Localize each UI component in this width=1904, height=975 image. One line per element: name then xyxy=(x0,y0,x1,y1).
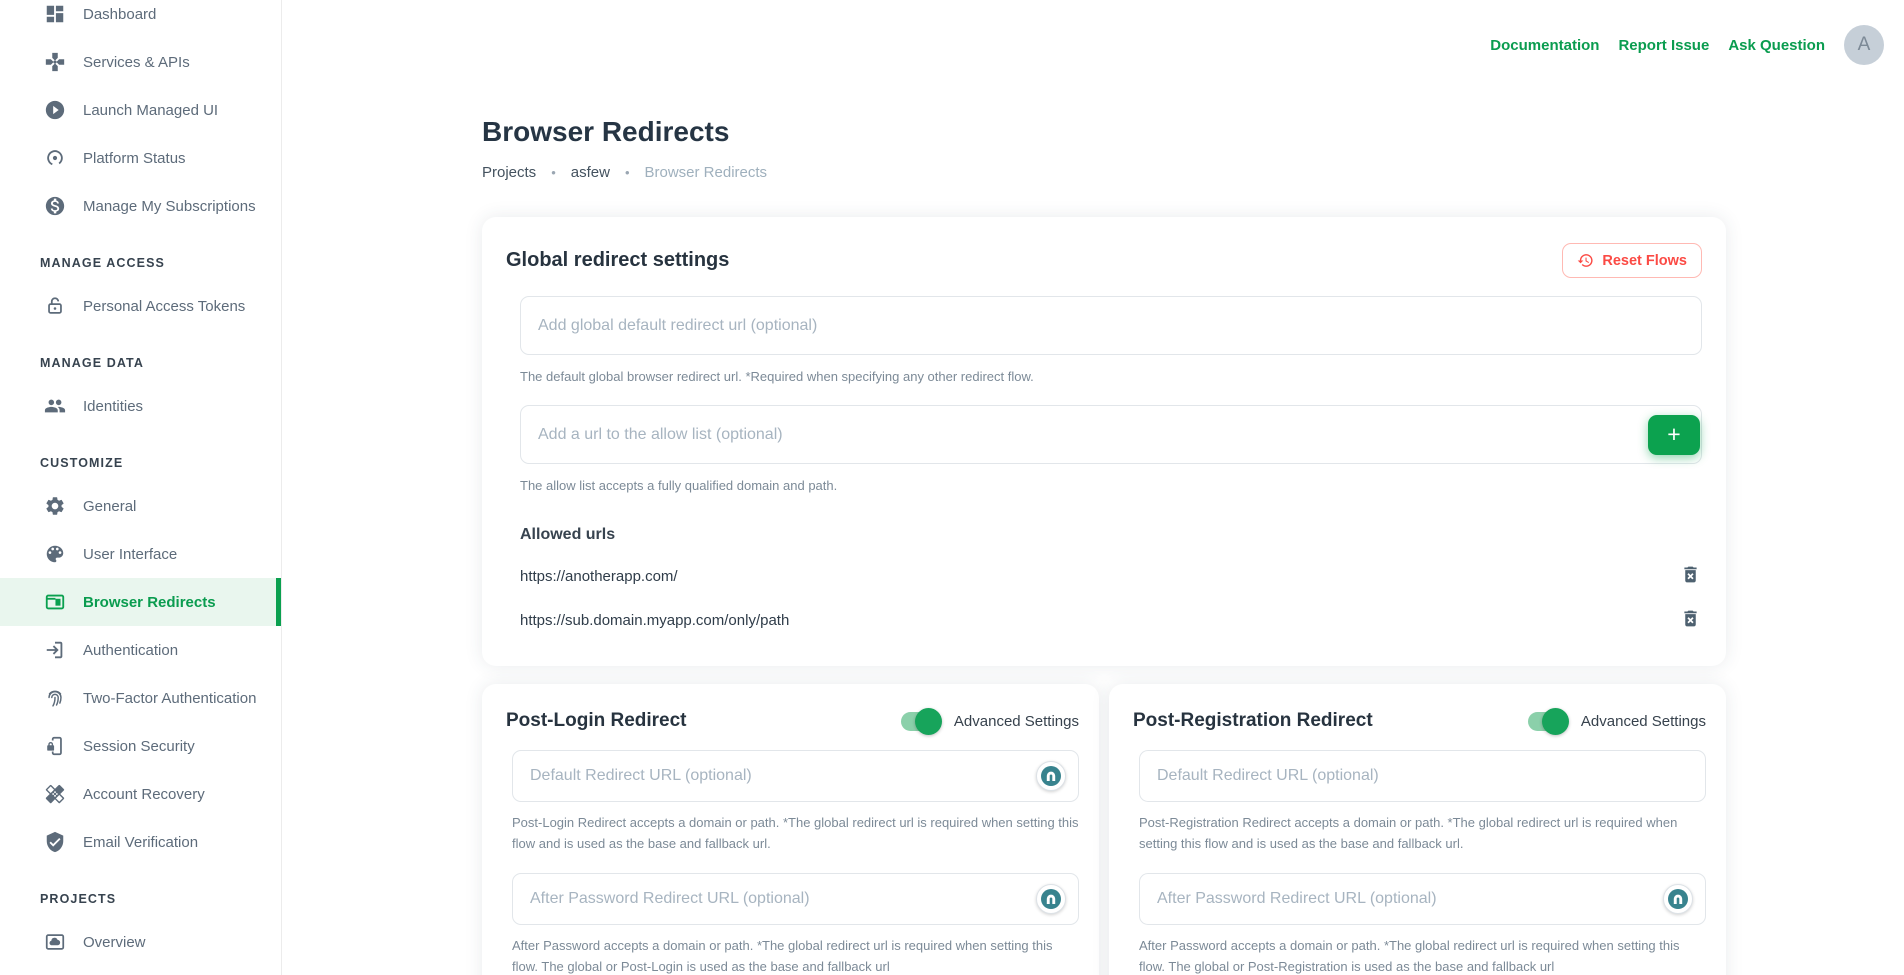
trash-icon xyxy=(1680,608,1701,629)
breadcrumb-project-name[interactable]: asfew xyxy=(570,164,610,181)
extension-badge-icon[interactable] xyxy=(1036,884,1066,914)
identities-icon xyxy=(44,395,66,417)
reset-flows-button[interactable] xyxy=(1562,243,1702,278)
advanced-settings-toggle[interactable] xyxy=(1528,712,1566,731)
breadcrumb-separator: • xyxy=(551,165,556,180)
sidebar-item-label: Dashboard xyxy=(83,5,157,23)
sidebar-item-general[interactable] xyxy=(0,482,281,530)
sidebar-item-personal-access-tokens[interactable] xyxy=(0,282,281,330)
sidebar-item-label: Identities xyxy=(83,397,144,415)
services-apis-icon xyxy=(44,51,66,73)
general-icon xyxy=(44,495,66,517)
sidebar-item-overview[interactable] xyxy=(0,918,281,966)
account-recovery-icon xyxy=(44,783,66,805)
sidebar-section-projects: PROJECTS xyxy=(40,892,117,906)
global-redirect-settings-card xyxy=(482,217,1726,666)
topbar xyxy=(282,0,1904,90)
sidebar-item-label: Session Security xyxy=(83,737,195,755)
sidebar-item-launch-managed-ui[interactable] xyxy=(0,86,281,134)
allow-list-url-input[interactable] xyxy=(520,405,1702,464)
breadcrumb-separator: • xyxy=(624,165,630,180)
plus-icon: + xyxy=(1667,421,1681,448)
post-registration-after-password-input[interactable] xyxy=(1139,873,1706,925)
sidebar-item-identities[interactable] xyxy=(0,382,281,430)
add-url-button[interactable] xyxy=(1648,415,1700,455)
global-default-redirect-help: The default global browser redirect url. *Required when specifying any other redirect flow. xyxy=(520,369,1034,384)
reset-flows-label: Reset Flows xyxy=(1602,252,1687,269)
sidebar-item-label: Personal Access Tokens xyxy=(83,297,246,315)
post-registration-card-title: Post-Registration Redirect xyxy=(1133,710,1373,732)
sidebar-item-services-apis[interactable] xyxy=(0,38,281,86)
authentication-icon xyxy=(44,639,66,661)
allowed-url-text: https://anotherapp.com/ xyxy=(520,567,678,585)
allowed-url-row xyxy=(520,564,1702,588)
browser-redirects-icon xyxy=(44,591,66,613)
global-card-title: Global redirect settings xyxy=(506,249,730,271)
launch-ui-icon xyxy=(44,99,66,121)
sidebar-section-customize: CUSTOMIZE xyxy=(40,456,124,470)
global-default-redirect-input[interactable] xyxy=(520,296,1702,355)
page-title: Browser Redirects xyxy=(482,116,730,147)
session-security-icon xyxy=(44,735,66,757)
sidebar-item-label: Overview xyxy=(83,933,146,951)
personal-access-tokens-icon xyxy=(44,295,66,317)
sidebar-item-account-recovery[interactable] xyxy=(0,770,281,818)
breadcrumb xyxy=(482,164,1726,181)
breadcrumb-current: Browser Redirects xyxy=(644,164,768,181)
sidebar-item-dashboard[interactable] xyxy=(0,0,281,38)
post-login-default-redirect-input[interactable] xyxy=(512,750,1079,802)
sidebar-item-browser-redirects[interactable] xyxy=(0,578,281,626)
post-login-redirect-card xyxy=(482,684,1099,975)
sidebar xyxy=(0,0,282,975)
toggle-knob xyxy=(1542,708,1569,735)
toggle-knob xyxy=(915,708,942,735)
sidebar-item-two-factor[interactable] xyxy=(0,674,281,722)
subscriptions-icon xyxy=(44,195,66,217)
sidebar-item-label: Platform Status xyxy=(83,149,186,167)
ask-question-link[interactable]: Ask Question xyxy=(1728,36,1825,54)
post-registration-redirect-card xyxy=(1109,684,1726,975)
sidebar-section-manage-access: MANAGE ACCESS xyxy=(40,256,165,270)
extension-badge-icon[interactable] xyxy=(1036,761,1066,791)
sidebar-item-label: User Interface xyxy=(83,545,178,563)
page-content xyxy=(482,116,1726,975)
documentation-link[interactable]: Documentation xyxy=(1490,36,1600,54)
sidebar-item-label: Authentication xyxy=(83,641,179,659)
sidebar-section-manage-data: MANAGE DATA xyxy=(40,356,144,370)
sidebar-item-label: Manage My Subscriptions xyxy=(83,197,256,215)
breadcrumb-projects[interactable]: Projects xyxy=(482,164,537,181)
allow-list-help: The allow list accepts a fully qualified domain and path. xyxy=(520,478,838,494)
post-login-card-title: Post-Login Redirect xyxy=(506,710,687,732)
sidebar-item-session-security[interactable] xyxy=(0,722,281,770)
sidebar-item-label: Services & APIs xyxy=(83,53,190,71)
platform-status-icon xyxy=(44,147,66,169)
delete-url-button[interactable] xyxy=(1678,564,1702,588)
dashboard-icon xyxy=(44,3,66,25)
allowed-url-text: https://sub.domain.myapp.com/only/path xyxy=(520,611,790,629)
email-verification-icon xyxy=(44,831,66,853)
post-login-after-password-input[interactable] xyxy=(512,873,1079,925)
advanced-settings-toggle[interactable] xyxy=(901,712,939,731)
sidebar-item-label: General xyxy=(83,497,137,515)
sidebar-item-label: Launch Managed UI xyxy=(83,101,219,119)
advanced-settings-label: Advanced Settings xyxy=(1580,712,1706,730)
two-factor-icon xyxy=(44,687,66,709)
sidebar-item-label: Account Recovery xyxy=(83,785,205,803)
main-area xyxy=(282,0,1904,975)
sidebar-nav xyxy=(0,0,281,966)
history-icon xyxy=(1577,252,1594,269)
sidebar-item-email-verification[interactable] xyxy=(0,818,281,866)
overview-icon xyxy=(44,931,66,953)
allowed-url-row xyxy=(520,608,1702,632)
report-issue-link[interactable]: Report Issue xyxy=(1618,36,1710,54)
user-interface-icon xyxy=(44,543,66,565)
trash-icon xyxy=(1680,564,1701,585)
sidebar-item-label: Two-Factor Authentication xyxy=(83,689,257,707)
avatar[interactable]: A xyxy=(1844,25,1884,65)
sidebar-item-user-interface[interactable] xyxy=(0,530,281,578)
sidebar-item-authentication[interactable] xyxy=(0,626,281,674)
sidebar-item-label: Email Verification xyxy=(83,833,199,851)
post-registration-default-help: Post-Registration Redirect accepts a domain or path. *The global redirect url is required when setting this flow and is used as the base and fallback url. xyxy=(1139,815,1678,852)
sidebar-item-manage-subscriptions[interactable] xyxy=(0,182,281,230)
flow-cards-row xyxy=(482,684,1726,975)
sidebar-item-platform-status[interactable] xyxy=(0,134,281,182)
sidebar-item-label: Browser Redirects xyxy=(83,593,216,611)
advanced-settings-label: Advanced Settings xyxy=(953,712,1079,730)
post-login-after-password-help: After Password accepts a domain or path. *The global redirect url is required when setting this flow. The global or Post-Login is used as the base and fallback url xyxy=(512,937,1053,974)
post-registration-default-redirect-input[interactable] xyxy=(1139,750,1706,802)
allowed-urls-title: Allowed urls xyxy=(520,526,616,544)
extension-badge-icon[interactable] xyxy=(1663,884,1693,914)
post-registration-after-password-help: After Password accepts a domain or path. *The global redirect url is required when setting this flow. The global or Post-Registration is used as the base and fallback url xyxy=(1139,937,1680,974)
post-login-default-help: Post-Login Redirect accepts a domain or path. *The global redirect url is required when setting this flow and is used as the base and fallback url. xyxy=(512,815,1079,852)
delete-url-button[interactable] xyxy=(1678,608,1702,632)
